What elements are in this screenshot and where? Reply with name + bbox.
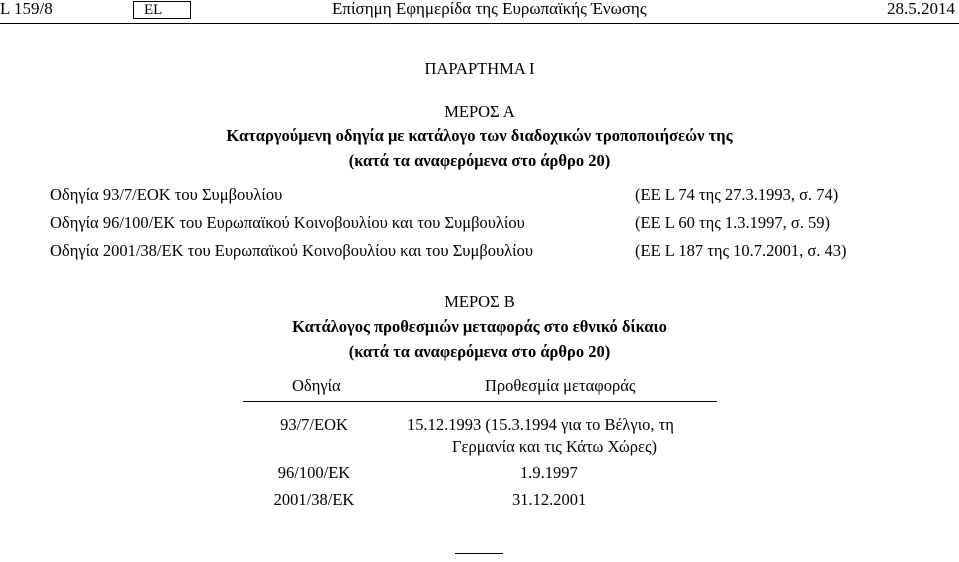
part-b-heading: ΜΕΡΟΣ Β <box>444 292 515 311</box>
repealed-directive-row <box>50 213 930 235</box>
part-b-subtitle: (κατά τα αναφερόμενα στο άρθρο 20) <box>348 342 611 361</box>
annex-title: ΠΑΡΑΡΤΗΜΑ Ι <box>424 59 535 78</box>
repealed-directive-row <box>50 185 930 207</box>
repealed-directive-row <box>50 241 930 263</box>
page-reference: L 159/8 <box>0 0 53 18</box>
table-cell-directive: 93/7/ΕΟΚ <box>280 415 348 434</box>
official-journal-reference: (ΕΕ L 60 της 1.3.1997, σ. 59) <box>635 213 831 232</box>
language-badge: EL <box>133 1 191 19</box>
header-divider <box>0 23 959 24</box>
directive-name: Οδηγία 2001/38/ΕΚ του Ευρωπαϊκού Κοινοβουλίου και του Συμβουλίου <box>50 241 533 260</box>
table-header-divider <box>243 401 717 402</box>
end-of-annex-divider <box>455 553 503 554</box>
part-a-title: Καταργούμενη οδηγία με κατάλογο των διαδοχικών τροποποιήσεών της <box>226 126 733 145</box>
table-cell-deadline: 1.9.1997 <box>520 463 578 482</box>
column-header-directive: Οδηγία <box>292 376 341 395</box>
table-cell-deadline-continued: Γερμανία και τις Κάτω Χώρες) <box>452 437 657 456</box>
table-cell-directive: 2001/38/ΕΚ <box>273 490 355 509</box>
page-header <box>0 0 959 24</box>
publication-date: 28.5.2014 <box>887 0 955 18</box>
column-header-deadline: Προθεσμία μεταφοράς <box>485 376 636 395</box>
official-journal-reference: (ΕΕ L 187 της 10.7.2001, σ. 43) <box>635 241 847 260</box>
official-journal-reference: (ΕΕ L 74 της 27.3.1993, σ. 74) <box>635 185 839 204</box>
part-a-heading: ΜΕΡΟΣ Α <box>444 102 515 121</box>
table-cell-deadline: 31.12.2001 <box>512 490 587 509</box>
table-cell-deadline: 15.12.1993 (15.3.1994 για το Βέλγιο, τη <box>407 415 674 434</box>
directive-name: Οδηγία 96/100/ΕΚ του Ευρωπαϊκού Κοινοβουλίου και του Συμβουλίου <box>50 213 525 232</box>
table-cell-directive: 96/100/ΕΚ <box>277 463 351 482</box>
part-b-title: Κατάλογος προθεσμιών μεταφοράς στο εθνικό δίκαιο <box>292 317 667 336</box>
directive-name: Οδηγία 93/7/ΕΟΚ του Συμβουλίου <box>50 185 283 204</box>
journal-title: Επίσημη Εφημερίδα της Ευρωπαϊκής Ένωσης <box>332 0 647 18</box>
part-a-subtitle: (κατά τα αναφερόμενα στο άρθρο 20) <box>348 151 611 170</box>
